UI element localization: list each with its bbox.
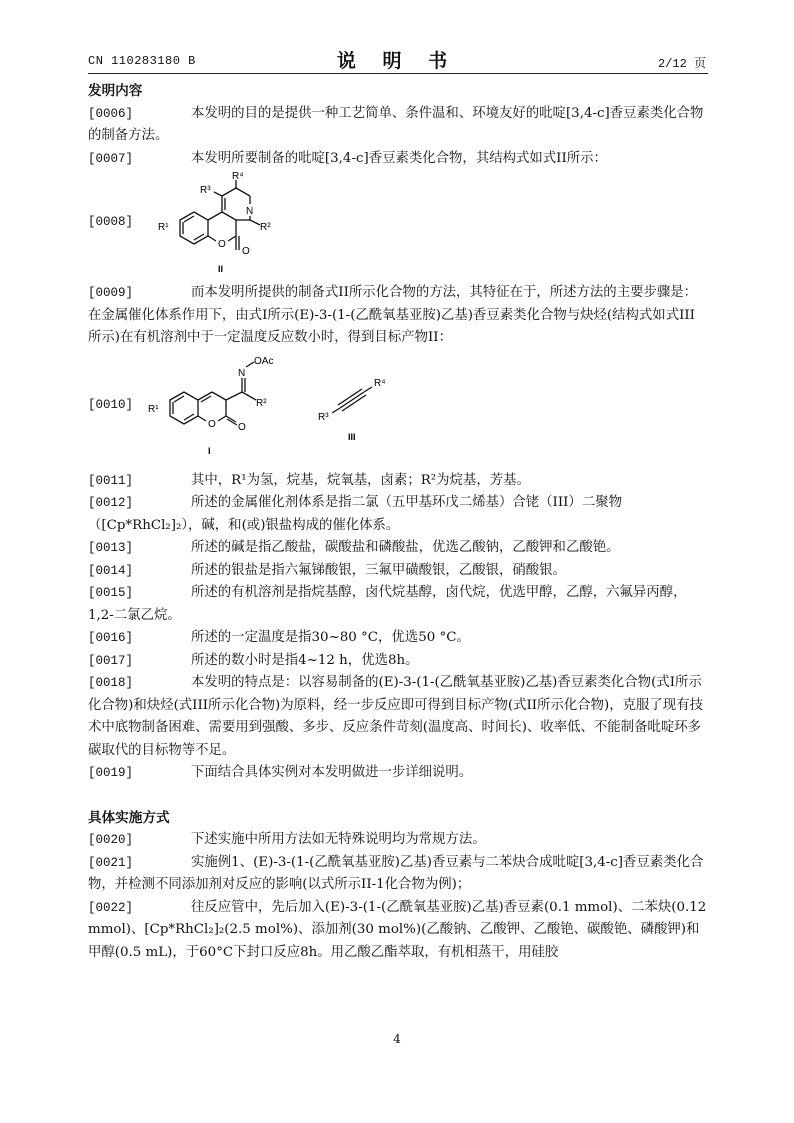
- paragraph-text: 本发明的目的是提供一种工艺简单、条件温和、环境友好的吡啶[3,4-c]香豆素类化合物的制备方法。: [88, 105, 704, 143]
- paragraph-number: [0006]: [88, 106, 134, 121]
- page-number: 4: [393, 1032, 401, 1046]
- paragraph-number: [0017]: [88, 653, 134, 668]
- paragraph-text: 本发明所要制备的吡啶[3,4-c]香豆素类化合物，其结构式如式II所示：: [191, 150, 607, 166]
- paragraph-0020: [88, 829, 708, 852]
- paragraph-0015: [88, 582, 708, 627]
- paragraph-0021: [88, 852, 708, 897]
- carbonyl-oxygen-label: O: [242, 246, 250, 257]
- r2-label: R²: [256, 397, 267, 409]
- paragraph-number: [0012]: [88, 496, 134, 510]
- paragraph-0017: [88, 650, 708, 673]
- paragraph-0022: [88, 897, 708, 965]
- paragraph-text: 本发明的特点是：以容易制备的(E)-3-(1-(乙酰氧基亚胺)乙基)香豆素类化合物(式I所示化合物)和炔烃(式III所示化合物)为原料，经一步反应即可得到目标产物(式II所示化合物)，克服了现有技术中底物制备困难、需要用到强酸、多步、反应条件苛刻(温度高、时间长)、收率低、不能制备吡啶环多碳取代的目标物等不足。: [88, 675, 703, 758]
- structure-III-label: III: [348, 431, 356, 442]
- paragraph-number: [0015]: [88, 586, 134, 600]
- document-body: [88, 80, 708, 964]
- r3-label: R³: [318, 411, 329, 423]
- paragraph-text: 所述的碱是指乙酸盐，碳酸盐和磷酸盐，优选乙酸钠，乙酸钾和乙酸铯。: [191, 540, 620, 555]
- paragraph-number: [0022]: [88, 900, 134, 915]
- paragraph-number: [0021]: [88, 855, 134, 870]
- r1-label: R¹: [148, 403, 159, 415]
- paragraph-number: [0007]: [88, 151, 134, 166]
- r4-label: R⁴: [374, 377, 386, 389]
- n-label: N: [238, 367, 246, 379]
- paragraph-number: [0018]: [88, 676, 134, 690]
- structure-I-label: I: [208, 445, 211, 456]
- structure-III-diagram: [316, 374, 396, 454]
- structure-II-diagram: [146, 170, 286, 282]
- paragraph-text: 所述的一定温度是指30~80 °C，优选50 °C。: [191, 630, 470, 645]
- paragraph-0008: [88, 170, 708, 282]
- paragraph-text: 所述的银盐是指六氟锑酸银，三氟甲磺酸银，乙酸银，硝酸银。: [191, 562, 566, 578]
- paragraph-number: [0009]: [88, 286, 134, 300]
- paragraph-0016: [88, 627, 708, 650]
- paragraph-number: [0016]: [88, 631, 134, 645]
- paragraph-text: 所述的数小时是指4~12 h，优选8h。: [191, 652, 419, 668]
- paragraph-number: [0010]: [88, 397, 134, 412]
- section-heading-summary: 发明内容: [88, 83, 143, 99]
- paragraph-0013: [88, 537, 708, 560]
- section-heading-embodiments: 具体实施方式: [88, 809, 170, 826]
- oac-label: OAc: [254, 355, 274, 367]
- paragraph-text: 下面结合具体实例对本发明做进一步详细说明。: [191, 765, 473, 780]
- ring-oxygen-label: O: [218, 239, 226, 250]
- paragraph-0009: [88, 282, 708, 350]
- nitrogen-label: N: [246, 206, 254, 217]
- paragraph-0014: [88, 560, 708, 583]
- paragraph-text: 其中，R¹为氢，烷基，烷氧基，卤素；R²为烷基，芳基。: [191, 472, 530, 488]
- paragraph-text: 往反应管中，先后加入(E)-3-(1-(乙酰氧基亚胺)乙基)香豆素(0.1 mmol)、二苯炔(0.12 mmol)、[Cp*RhCl₂]₂(2.5 mol%)、添加剂(30 mol%)(乙酸钠、乙酸钾、乙酸铯、碳酸铯、磷酸钾)和甲醇(0.5 mL)，于60°C下封口反应8h。用乙酸乙酯萃取，有机相蒸干，用硅胶: [88, 899, 707, 960]
- header-rule: [88, 73, 708, 74]
- ring-oxygen-label: O: [208, 418, 216, 430]
- r1-label: R¹: [158, 222, 169, 233]
- page-indicator: 2/12 页: [657, 57, 706, 71]
- paragraph-text: 下述实施中所用方法如无特殊说明均为常规方法。: [191, 832, 486, 847]
- r3-label: R³: [200, 185, 211, 196]
- paragraph-0007: [88, 148, 708, 171]
- structure-II-label: II: [218, 264, 224, 274]
- paragraph-number: [0011]: [88, 473, 134, 488]
- paragraph-number: [0020]: [88, 833, 134, 847]
- paragraph-text: 实施例1、(E)-3-(1-(乙酰氧基亚胺)乙基)香豆素与二苯炔合成吡啶[3,4-c]香豆素类化合物，并检测不同添加剂对反应的影响(以式所示II-1化合物为例)；: [88, 854, 704, 892]
- carbonyl-oxygen-label: O: [238, 421, 246, 433]
- paragraph-0006: [88, 103, 708, 148]
- paragraph-0011: [88, 470, 708, 493]
- paragraph-number: [0014]: [88, 563, 134, 578]
- paragraph-0010: [88, 350, 708, 470]
- patent-number: CN 110283180 B: [88, 54, 196, 68]
- paragraph-number: [0013]: [88, 541, 134, 555]
- paragraph-text: 所述的金属催化剂体系是指二氯（五甲基环戊二烯基）合铑（III）二聚物（[Cp*RhCl₂]₂），碱，和(或)银盐构成的催化体系。: [88, 495, 622, 533]
- r2-label: R²: [260, 222, 271, 233]
- structure-I-diagram: [146, 354, 306, 466]
- paragraph-number: [0019]: [88, 766, 134, 780]
- paragraph-0018: [88, 672, 708, 762]
- document-title: 说 明 书: [336, 50, 458, 72]
- paragraph-text: 而本发明所提供的制备式II所示化合物的方法，其特征在于，所述方法的主要步骤是：在金属催化体系作用下，由式I所示(E)-3-(1-(乙酰氧基亚胺)乙基)香豆素类化合物与炔烃(结构式如式III所示)在有机溶剂中于一定温度反应数小时，得到目标产物II：: [88, 285, 698, 345]
- paragraph-text: 所述的有机溶剂是指烷基醇，卤代烷基醇，卤代烷，优选甲醇，乙醇，六氟异丙醇，1,2-二氯乙烷。: [88, 585, 687, 623]
- r4-label: R⁴: [232, 171, 244, 182]
- paragraph-number: [0008]: [88, 215, 134, 229]
- paragraph-0019: [88, 762, 708, 785]
- paragraph-0012: [88, 492, 708, 537]
